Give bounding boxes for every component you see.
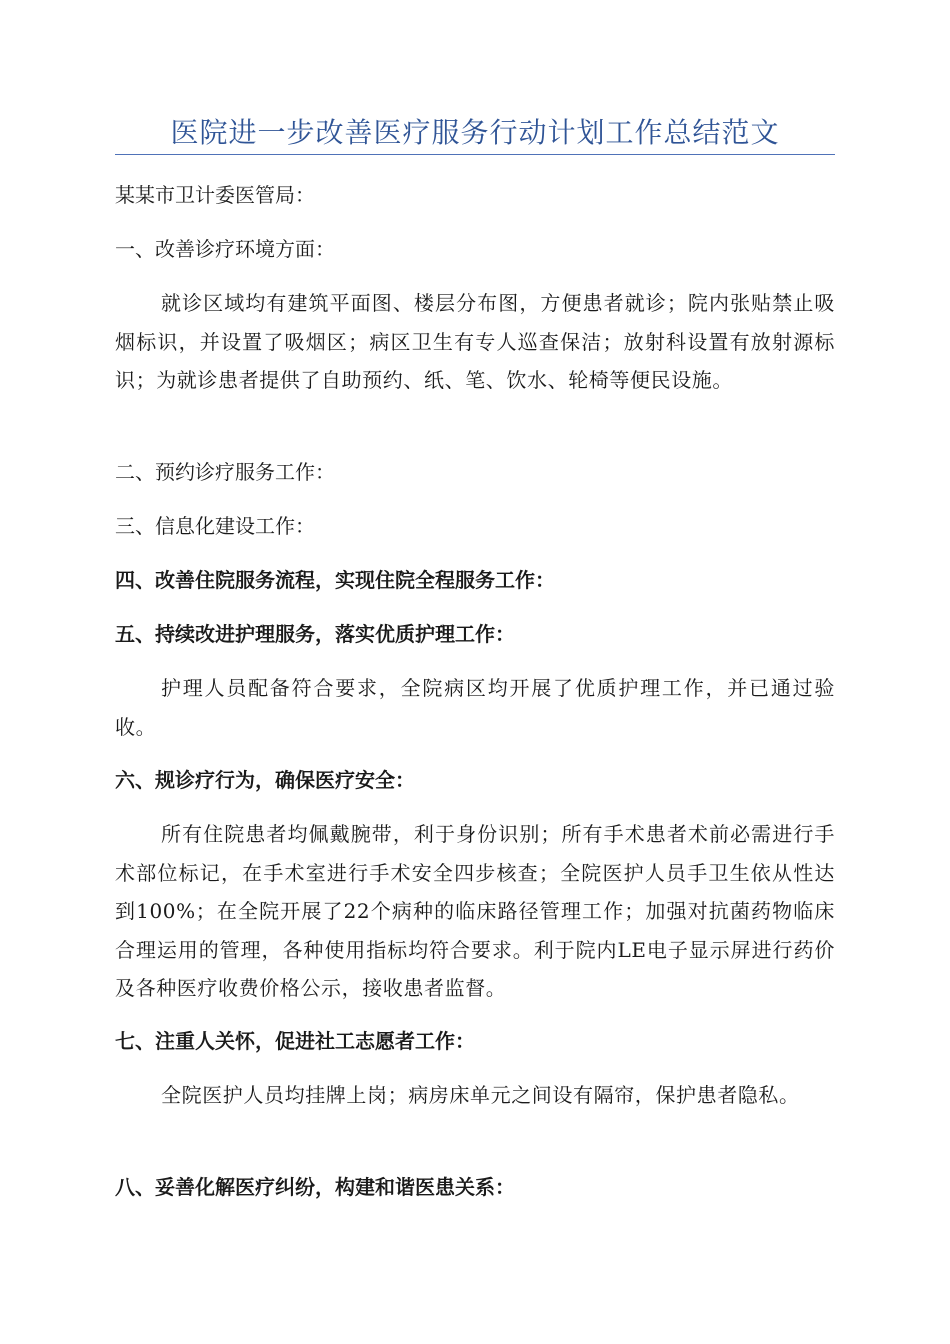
section-body-1: 就诊区域均有建筑平面图、楼层分布图，方便患者就诊；院内张贴禁止吸烟标识，并设置了吸烟区；病区卫生有专人巡查保洁；放射科设置有放射源标识；为就诊患者提供了自助预约、纸、笔、饮水、轮椅等便民设施。 xyxy=(115,291,835,392)
section-heading-7: 七、注重人关怀，促进社工志愿者工作： xyxy=(115,1029,475,1053)
section-body-5: 护理人员配备符合要求，全院病区均开展了优质护理工作，并已通过验收。 xyxy=(115,676,835,739)
section-heading-6: 六、规诊疗行为，确保医疗安全： xyxy=(115,768,415,792)
section-body-7: 全院医护人员均挂牌上岗；病房床单元之间设有隔帘，保护患者隐私。 xyxy=(161,1083,800,1107)
section-heading-5: 五、持续改进护理服务，落实优质护理工作： xyxy=(115,622,515,646)
title-underline xyxy=(115,154,835,155)
document-title: 医院进一步改善医疗服务行动计划工作总结范文 xyxy=(170,116,780,149)
section-body-6: 所有住院患者均佩戴腕带，利于身份识别；所有手术患者术前必需进行手术部位标记，在手术室进行手术安全四步核查；全院医护人员手卫生依从性达到100%；在全院开展了22个病种的临床路径管理工作；加强对抗菌药物临床合理运用的管理，各种使用指标均符合要求。利于院内LE电子显示屏进行药价及各种医疗收费价格公示，接收患者监督。 xyxy=(115,822,835,1000)
salutation: 某某市卫计委医管局： xyxy=(115,183,315,207)
section-heading-3: 三、信息化建设工作： xyxy=(115,514,315,538)
section-heading-2: 二、预约诊疗服务工作： xyxy=(115,460,335,484)
section-heading-4: 四、改善住院服务流程，实现住院全程服务工作： xyxy=(115,568,555,592)
section-heading-1: 一、改善诊疗环境方面： xyxy=(115,237,335,261)
section-heading-8: 八、妥善化解医疗纠纷，构建和谐医患关系： xyxy=(115,1175,515,1199)
